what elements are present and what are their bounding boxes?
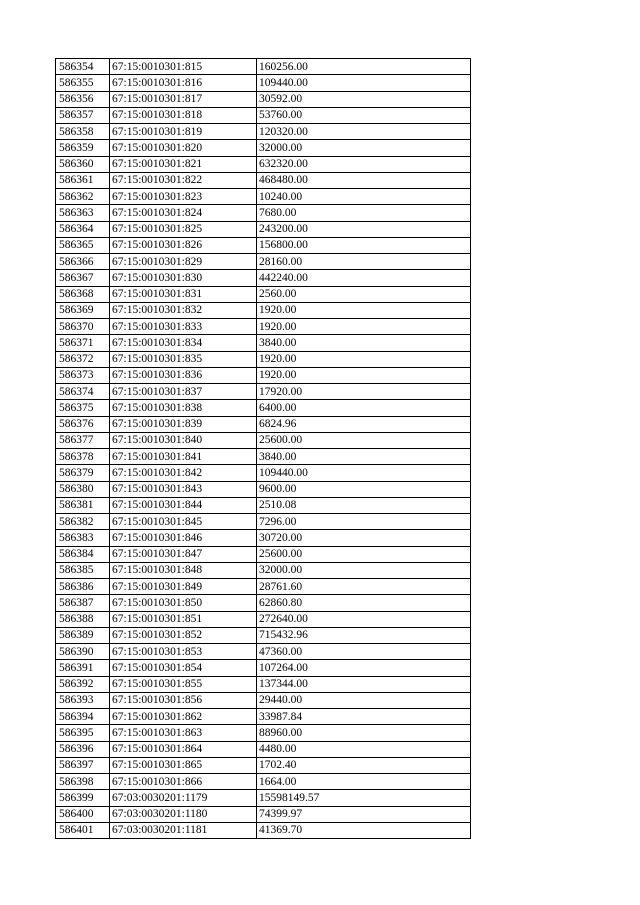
cadastral-number-cell: 67:15:0010301:841: [110, 449, 257, 465]
table-row: [56, 481, 471, 497]
table-row: [56, 91, 471, 107]
row-number-cell: 586392: [56, 676, 110, 692]
cadastral-number-cell: 67:03:0030201:1179: [110, 790, 257, 806]
table-row: [56, 384, 471, 400]
value-cell: 715432.96: [257, 627, 471, 643]
row-number-cell: 586369: [56, 302, 110, 318]
value-cell: 2560.00: [257, 286, 471, 302]
row-number-cell: 586383: [56, 530, 110, 546]
cadastral-number-cell: 67:15:0010301:820: [110, 140, 257, 156]
table-row: [56, 156, 471, 172]
table-row: [56, 741, 471, 757]
table-row: [56, 432, 471, 448]
cadastral-number-cell: 67:15:0010301:854: [110, 660, 257, 676]
cadastral-number-cell: 67:03:0030201:1180: [110, 806, 257, 822]
row-number-cell: 586360: [56, 156, 110, 172]
table-row: [56, 205, 471, 221]
table-row: [56, 530, 471, 546]
value-cell: 1920.00: [257, 302, 471, 318]
table-row: [56, 449, 471, 465]
value-cell: 33987.84: [257, 709, 471, 725]
cadastral-number-cell: 67:15:0010301:816: [110, 75, 257, 91]
value-cell: 7296.00: [257, 514, 471, 530]
value-cell: 1702.40: [257, 757, 471, 773]
row-number-cell: 586382: [56, 514, 110, 530]
row-number-cell: 586378: [56, 449, 110, 465]
value-cell: 10240.00: [257, 189, 471, 205]
value-cell: 4480.00: [257, 741, 471, 757]
cadastral-number-cell: 67:15:0010301:862: [110, 709, 257, 725]
value-cell: 30592.00: [257, 91, 471, 107]
value-cell: 468480.00: [257, 172, 471, 188]
cadastral-number-cell: 67:15:0010301:826: [110, 237, 257, 253]
cadastral-number-cell: 67:15:0010301:829: [110, 254, 257, 270]
value-cell: 29440.00: [257, 692, 471, 708]
cadastral-number-cell: 67:15:0010301:832: [110, 302, 257, 318]
table-row: [56, 416, 471, 432]
value-cell: 6400.00: [257, 400, 471, 416]
value-cell: 41369.70: [257, 822, 471, 838]
cadastral-value-table: [55, 58, 471, 839]
cadastral-number-cell: 67:15:0010301:864: [110, 741, 257, 757]
cadastral-number-cell: 67:15:0010301:833: [110, 319, 257, 335]
row-number-cell: 586398: [56, 774, 110, 790]
cadastral-number-cell: 67:15:0010301:847: [110, 546, 257, 562]
table-row: [56, 221, 471, 237]
table-row: [56, 579, 471, 595]
table-row: [56, 757, 471, 773]
cadastral-number-cell: 67:15:0010301:821: [110, 156, 257, 172]
table-row: [56, 822, 471, 838]
cadastral-number-cell: 67:15:0010301:852: [110, 627, 257, 643]
value-cell: 9600.00: [257, 481, 471, 497]
value-cell: 47360.00: [257, 644, 471, 660]
row-number-cell: 586368: [56, 286, 110, 302]
value-cell: 32000.00: [257, 140, 471, 156]
table-row: [56, 660, 471, 676]
value-cell: 30720.00: [257, 530, 471, 546]
row-number-cell: 586357: [56, 107, 110, 123]
row-number-cell: 586393: [56, 692, 110, 708]
table-row: [56, 465, 471, 481]
cadastral-number-cell: 67:15:0010301:850: [110, 595, 257, 611]
value-cell: 28761.60: [257, 579, 471, 595]
row-number-cell: 586354: [56, 59, 110, 75]
cadastral-number-cell: 67:15:0010301:830: [110, 270, 257, 286]
cadastral-number-cell: 67:15:0010301:845: [110, 514, 257, 530]
table-body: [56, 59, 471, 839]
cadastral-number-cell: 67:15:0010301:853: [110, 644, 257, 660]
cadastral-number-cell: 67:15:0010301:825: [110, 221, 257, 237]
row-number-cell: 586375: [56, 400, 110, 416]
table-row: [56, 806, 471, 822]
row-number-cell: 586401: [56, 822, 110, 838]
row-number-cell: 586377: [56, 432, 110, 448]
row-number-cell: 586376: [56, 416, 110, 432]
table-row: [56, 611, 471, 627]
cadastral-number-cell: 67:15:0010301:840: [110, 432, 257, 448]
value-cell: 137344.00: [257, 676, 471, 692]
table-row: [56, 546, 471, 562]
value-cell: 62860.80: [257, 595, 471, 611]
cadastral-number-cell: 67:03:0030201:1181: [110, 822, 257, 838]
value-cell: 15598149.57: [257, 790, 471, 806]
row-number-cell: 586374: [56, 384, 110, 400]
row-number-cell: 586387: [56, 595, 110, 611]
value-cell: 107264.00: [257, 660, 471, 676]
row-number-cell: 586396: [56, 741, 110, 757]
value-cell: 7680.00: [257, 205, 471, 221]
row-number-cell: 586367: [56, 270, 110, 286]
value-cell: 120320.00: [257, 124, 471, 140]
table-row: [56, 692, 471, 708]
value-cell: 25600.00: [257, 546, 471, 562]
cadastral-number-cell: 67:15:0010301:866: [110, 774, 257, 790]
value-cell: 6824.96: [257, 416, 471, 432]
table-row: [56, 124, 471, 140]
cadastral-number-cell: 67:15:0010301:838: [110, 400, 257, 416]
table-row: [56, 627, 471, 643]
row-number-cell: 586380: [56, 481, 110, 497]
value-cell: 243200.00: [257, 221, 471, 237]
row-number-cell: 586372: [56, 351, 110, 367]
cadastral-number-cell: 67:15:0010301:819: [110, 124, 257, 140]
cadastral-number-cell: 67:15:0010301:839: [110, 416, 257, 432]
row-number-cell: 586373: [56, 367, 110, 383]
cadastral-number-cell: 67:15:0010301:848: [110, 562, 257, 578]
value-cell: 3840.00: [257, 449, 471, 465]
cadastral-number-cell: 67:15:0010301:835: [110, 351, 257, 367]
row-number-cell: 586359: [56, 140, 110, 156]
table-row: [56, 725, 471, 741]
row-number-cell: 586397: [56, 757, 110, 773]
table-row: [56, 237, 471, 253]
table-row: [56, 644, 471, 660]
value-cell: 74399.97: [257, 806, 471, 822]
value-cell: 1920.00: [257, 319, 471, 335]
value-cell: 88960.00: [257, 725, 471, 741]
row-number-cell: 586371: [56, 335, 110, 351]
row-number-cell: 586384: [56, 546, 110, 562]
cadastral-number-cell: 67:15:0010301:817: [110, 91, 257, 107]
cadastral-number-cell: 67:15:0010301:822: [110, 172, 257, 188]
table-row: [56, 774, 471, 790]
cadastral-number-cell: 67:15:0010301:824: [110, 205, 257, 221]
value-cell: 109440.00: [257, 465, 471, 481]
table-row: [56, 254, 471, 270]
cadastral-number-cell: 67:15:0010301:855: [110, 676, 257, 692]
row-number-cell: 586362: [56, 189, 110, 205]
table-row: [56, 319, 471, 335]
table-row: [56, 790, 471, 806]
cadastral-number-cell: 67:15:0010301:837: [110, 384, 257, 400]
row-number-cell: 586361: [56, 172, 110, 188]
table-row: [56, 595, 471, 611]
row-number-cell: 586399: [56, 790, 110, 806]
row-number-cell: 586390: [56, 644, 110, 660]
row-number-cell: 586388: [56, 611, 110, 627]
cadastral-number-cell: 67:15:0010301:856: [110, 692, 257, 708]
cadastral-number-cell: 67:15:0010301:823: [110, 189, 257, 205]
cadastral-number-cell: 67:15:0010301:818: [110, 107, 257, 123]
row-number-cell: 586385: [56, 562, 110, 578]
table-row: [56, 140, 471, 156]
table-row: [56, 676, 471, 692]
table-row: [56, 400, 471, 416]
cadastral-number-cell: 67:15:0010301:863: [110, 725, 257, 741]
row-number-cell: 586364: [56, 221, 110, 237]
table-row: [56, 562, 471, 578]
row-number-cell: 586355: [56, 75, 110, 91]
value-cell: 1664.00: [257, 774, 471, 790]
value-cell: 2510.08: [257, 497, 471, 513]
row-number-cell: 586386: [56, 579, 110, 595]
row-number-cell: 586358: [56, 124, 110, 140]
cadastral-number-cell: 67:15:0010301:844: [110, 497, 257, 513]
row-number-cell: 586365: [56, 237, 110, 253]
row-number-cell: 586366: [56, 254, 110, 270]
table-row: [56, 335, 471, 351]
value-cell: 1920.00: [257, 351, 471, 367]
table-row: [56, 270, 471, 286]
cadastral-number-cell: 67:15:0010301:836: [110, 367, 257, 383]
row-number-cell: 586381: [56, 497, 110, 513]
row-number-cell: 586389: [56, 627, 110, 643]
row-number-cell: 586370: [56, 319, 110, 335]
table-row: [56, 367, 471, 383]
value-cell: 272640.00: [257, 611, 471, 627]
row-number-cell: 586363: [56, 205, 110, 221]
row-number-cell: 586395: [56, 725, 110, 741]
value-cell: 109440.00: [257, 75, 471, 91]
row-number-cell: 586379: [56, 465, 110, 481]
value-cell: 160256.00: [257, 59, 471, 75]
table-row: [56, 107, 471, 123]
cadastral-number-cell: 67:15:0010301:842: [110, 465, 257, 481]
table-row: [56, 351, 471, 367]
value-cell: 632320.00: [257, 156, 471, 172]
table-row: [56, 75, 471, 91]
cadastral-number-cell: 67:15:0010301:831: [110, 286, 257, 302]
value-cell: 17920.00: [257, 384, 471, 400]
table-row: [56, 189, 471, 205]
table-row: [56, 286, 471, 302]
table-row: [56, 172, 471, 188]
table-row: [56, 709, 471, 725]
cadastral-number-cell: 67:15:0010301:849: [110, 579, 257, 595]
cadastral-number-cell: 67:15:0010301:815: [110, 59, 257, 75]
value-cell: 53760.00: [257, 107, 471, 123]
table-row: [56, 302, 471, 318]
value-cell: 32000.00: [257, 562, 471, 578]
table-row: [56, 497, 471, 513]
cadastral-number-cell: 67:15:0010301:843: [110, 481, 257, 497]
row-number-cell: 586394: [56, 709, 110, 725]
value-cell: 28160.00: [257, 254, 471, 270]
table-row: [56, 59, 471, 75]
value-cell: 156800.00: [257, 237, 471, 253]
row-number-cell: 586400: [56, 806, 110, 822]
cadastral-number-cell: 67:15:0010301:834: [110, 335, 257, 351]
cadastral-number-cell: 67:15:0010301:851: [110, 611, 257, 627]
value-cell: 3840.00: [257, 335, 471, 351]
value-cell: 1920.00: [257, 367, 471, 383]
row-number-cell: 586391: [56, 660, 110, 676]
cadastral-number-cell: 67:15:0010301:865: [110, 757, 257, 773]
value-cell: 25600.00: [257, 432, 471, 448]
value-cell: 442240.00: [257, 270, 471, 286]
row-number-cell: 586356: [56, 91, 110, 107]
cadastral-number-cell: 67:15:0010301:846: [110, 530, 257, 546]
table-row: [56, 514, 471, 530]
